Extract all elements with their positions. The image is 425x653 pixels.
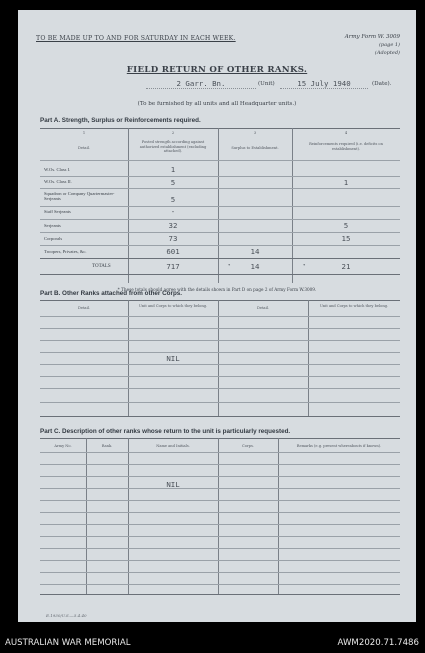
col-header-name: Name and Initials. <box>156 444 190 448</box>
date-label: (Date). <box>372 81 392 87</box>
form-page <box>18 10 416 622</box>
row-rule <box>40 572 400 573</box>
col-divider <box>218 438 219 594</box>
col-divider <box>218 300 219 416</box>
row-rule <box>40 316 400 317</box>
total-reinforcements: 21 <box>341 262 351 271</box>
row-rule <box>40 328 400 329</box>
col-number: 1 <box>82 131 86 135</box>
row-rule <box>40 452 400 453</box>
row-rule <box>40 524 400 525</box>
unit-label: (Unit) <box>258 81 275 87</box>
col-header-detail: Detail. <box>256 306 270 310</box>
posted-value: 601 <box>166 247 180 256</box>
furnish-note: (To be furnished by all units and all Headquarter units.) <box>137 101 297 107</box>
col-header-posted: Posted strength according against authorized establishment (excluding attached). <box>139 140 207 154</box>
form-adopted: (Adopted) <box>374 50 400 56</box>
part-a-heading: Part A. Strength, Surplus or Reinforcements required. <box>40 117 201 124</box>
row-rule <box>40 364 400 365</box>
row-label: Squadron or Company Quartermaster-Serjeants <box>44 191 115 202</box>
row-rule <box>40 245 400 246</box>
posted-value: 32 <box>168 221 178 230</box>
part-a-top-rule <box>40 128 400 129</box>
col-header-army-no: Army No. <box>54 444 72 448</box>
col-number: 3 <box>253 131 257 135</box>
part-a-bottom-rule <box>40 274 400 275</box>
row-rule <box>40 340 400 341</box>
reinforcement-value: 1 <box>343 178 349 187</box>
row-label: W.Os. Class I. <box>44 167 71 172</box>
date-value: 15 July 1940 <box>280 79 368 89</box>
part-b-top-rule <box>40 300 400 301</box>
reinforcement-value: 15 <box>341 234 351 243</box>
col-header-remarks: Remarks (e.g. present whereabouts if known). <box>296 444 382 448</box>
row-label: Corporals <box>44 236 63 241</box>
accession-number: AWM2020.71.7486 <box>337 638 419 648</box>
row-rule <box>40 352 400 353</box>
col-header-detail: Detail. <box>77 146 91 150</box>
row-rule <box>40 500 400 501</box>
col-header-unit: Unit and Corps to which they belong. <box>319 304 389 308</box>
col-header-reinforcements: Reinforcements required (i.e. deficits on establishment). <box>309 142 383 151</box>
totals-footnote: * These totals should agree with the details shown in Part D on page 2 of Army Form W.3009. <box>117 287 317 292</box>
row-rule <box>40 476 400 477</box>
form-number: Army Form W. 3009 <box>344 34 400 40</box>
header-rule <box>40 160 400 161</box>
part-c-bottom-rule <box>40 594 400 595</box>
total-posted: 717 <box>166 262 180 271</box>
unit-value: 2 Garr. Bn. <box>146 79 256 89</box>
col-header-unit: Unit and Corps to which they belong. <box>138 304 208 308</box>
form-page-number: (page 1) <box>378 42 400 48</box>
printer-imprint: E.1930/U.S.—5.4.40 <box>46 613 87 618</box>
part-c-heading: Part C. Description of other ranks whose return to the unit is particularly requested. <box>40 428 291 435</box>
form-identifier <box>310 33 400 57</box>
part-b-bottom-rule <box>40 416 400 417</box>
row-label: W.Os. Class II. <box>44 179 72 184</box>
row-rule <box>40 188 400 189</box>
part-c-top-rule <box>40 438 400 439</box>
col-header-surplus: Surplus to Establishment. <box>231 146 279 150</box>
posted-value: 5 <box>170 178 176 187</box>
reinforcement-value: 5 <box>343 221 349 230</box>
row-rule <box>40 584 400 585</box>
col-divider <box>278 438 279 594</box>
posted-value: 73 <box>168 234 178 243</box>
col-header-rank: Rank. <box>101 444 113 448</box>
archive-credit: AUSTRALIAN WAR MEMORIAL <box>5 638 131 648</box>
surplus-value: 14 <box>250 247 260 256</box>
asterisk-mark: * <box>228 263 231 268</box>
form-title <box>18 65 416 75</box>
row-rule <box>40 512 400 513</box>
totals-rule <box>40 258 400 259</box>
col-header-corps: Corps. <box>242 444 254 448</box>
row-rule <box>40 560 400 561</box>
col-header-detail: Detail. <box>77 306 91 310</box>
posted-value: 5 <box>170 195 176 204</box>
part-c-nil: NIL <box>166 480 180 489</box>
form-title-text: FIELD RETURN OF OTHER RANKS. <box>126 65 308 75</box>
col-divider <box>86 438 87 594</box>
asterisk-mark: * <box>303 263 306 268</box>
row-rule <box>40 536 400 537</box>
row-label: Staff Serjeants <box>44 209 71 214</box>
col-divider <box>128 438 129 594</box>
row-rule <box>40 464 400 465</box>
col-number: 2 <box>171 131 175 135</box>
row-rule <box>40 176 400 177</box>
row-rule <box>40 232 400 233</box>
col-number: 4 <box>344 131 348 135</box>
row-label: Serjeants <box>44 223 61 228</box>
row-rule <box>40 376 400 377</box>
row-rule <box>40 488 400 489</box>
totals-label: TOTALS <box>92 264 111 269</box>
row-rule <box>40 402 400 403</box>
row-rule <box>40 388 400 389</box>
posted-value: - <box>170 207 176 216</box>
weekly-instruction: TO BE MADE UP TO AND FOR SATURDAY IN EACH WEEK. <box>36 35 236 42</box>
part-b-heading: Part B. Other Ranks attached from other Corps. <box>40 290 183 297</box>
row-rule <box>40 206 400 207</box>
row-label: Troopers, Privates, &c. <box>44 249 87 254</box>
row-rule <box>40 219 400 220</box>
total-surplus: 14 <box>250 262 260 271</box>
part-b-nil: NIL <box>166 354 180 363</box>
col-divider <box>308 300 309 416</box>
posted-value: 1 <box>170 165 176 174</box>
row-rule <box>40 548 400 549</box>
